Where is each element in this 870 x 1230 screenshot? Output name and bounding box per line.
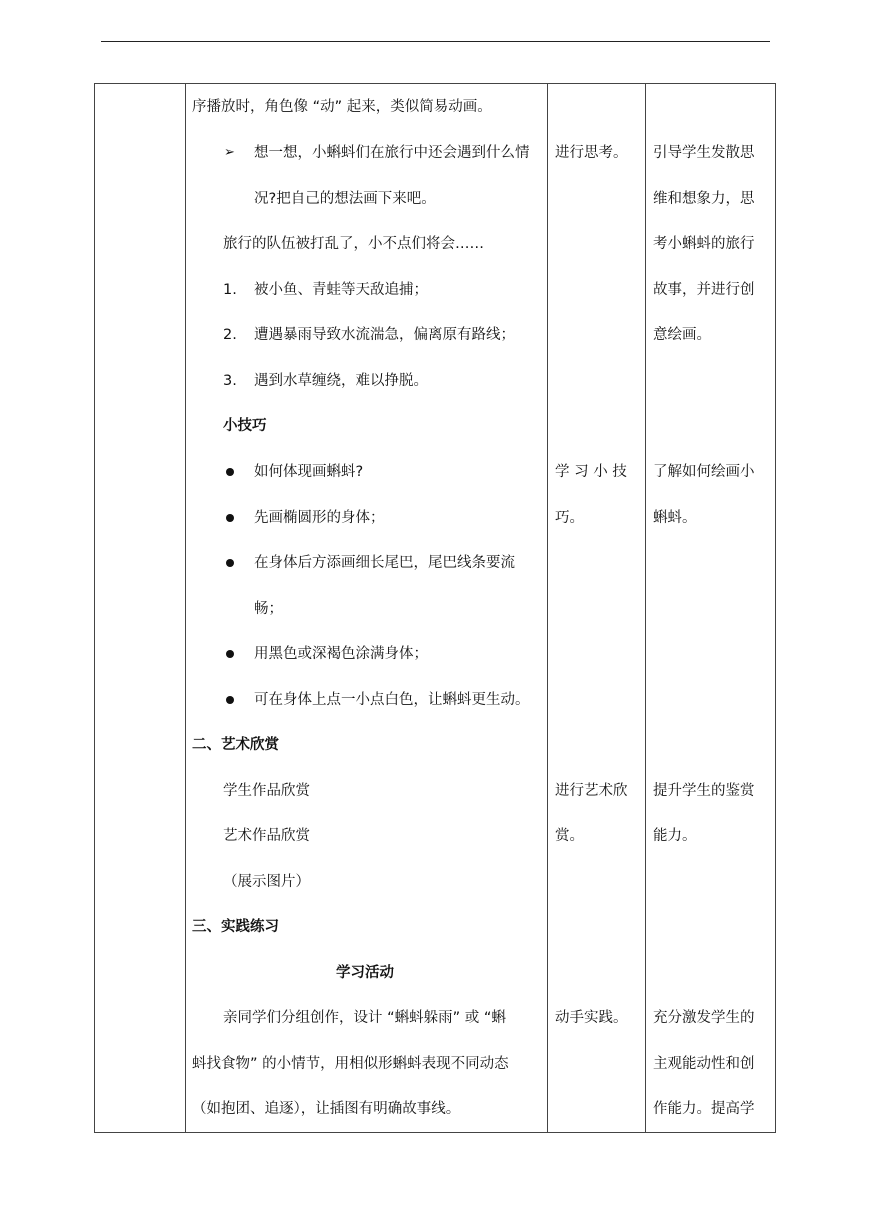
intro-line: 序播放时，角色像 “动” 起来，类似简易动画。: [192, 99, 492, 115]
bullet-item: 可在身体上点一小点白色，让蝌蚪更生动。: [254, 692, 530, 708]
bullet-item: 用黑色或深褐色涂满身体；: [254, 646, 428, 662]
design-intent: 维和想象力，思: [653, 191, 755, 207]
student-activity: 巧。: [555, 510, 584, 526]
section-heading: 二、艺术欣赏: [192, 737, 279, 753]
design-intent: 了解如何绘画小: [653, 464, 755, 480]
list-number: 1.: [223, 282, 237, 298]
section-column: [95, 84, 185, 1132]
list-item: 遭遇暴雨导致水流湍急，偏离原有路线；: [254, 327, 515, 343]
student-activity: 学 习 小 技: [555, 464, 627, 480]
student-activity: 进行思考。: [555, 145, 628, 161]
design-intent: 意绘画。: [653, 327, 711, 343]
bullet-icon: [226, 559, 234, 567]
appreciation-line: （展示图片）: [223, 874, 310, 890]
design-intent: 能力。: [653, 828, 697, 844]
list-item: 遇到水草缠绕，难以挣脱。: [254, 373, 428, 389]
bullet-icon: [226, 696, 234, 704]
scenario-intro: 旅行的队伍被打乱了，小不点们将会……: [223, 236, 484, 252]
student-activity: 赏。: [555, 828, 584, 844]
student-activity: 进行艺术欣: [555, 783, 628, 799]
bullet-item-continued: 畅；: [254, 601, 283, 617]
design-intent: 蝌蚪。: [653, 510, 697, 526]
bullet-item: 如何体现画蝌蚪?: [254, 464, 364, 480]
think-prompt: 况?把自己的想法画下来吧。: [254, 191, 436, 207]
appreciation-line: 学生作品欣赏: [223, 783, 310, 799]
activity-title: 学习活动: [336, 965, 394, 981]
think-prompt: 想一想，小蝌蚪们在旅行中还会遇到什么情: [254, 145, 530, 161]
student-activity-column: [548, 84, 645, 1132]
bullet-item: 先画椭圆形的身体；: [254, 510, 385, 526]
design-intent: 充分激发学生的: [653, 1010, 755, 1026]
bullet-icon: [226, 514, 234, 522]
section-heading: 三、实践练习: [192, 919, 279, 935]
design-intent: 提升学生的鉴赏: [653, 783, 755, 799]
design-intent: 引导学生发散思: [653, 145, 755, 161]
list-number: 3.: [223, 373, 237, 389]
arrow-bullet-icon: ➢: [224, 145, 235, 160]
tips-heading: 小技巧: [223, 418, 267, 434]
lesson-plan-table: [94, 83, 776, 1133]
practice-line: 亲同学们分组创作，设计 “蝌蚪躲雨” 或 “蝌: [223, 1010, 506, 1026]
design-intent: 故事，并进行创: [653, 282, 755, 298]
design-intent-column: [646, 84, 775, 1132]
practice-line: 蚪找食物” 的小情节，用相似形蝌蚪表现不同动态: [192, 1056, 509, 1072]
bullet-item: 在身体后方添画细长尾巴，尾巴线条要流: [254, 555, 515, 571]
bullet-icon: [226, 468, 234, 476]
design-intent: 作能力。提高学: [653, 1101, 755, 1117]
design-intent: 主观能动性和创: [653, 1056, 755, 1072]
list-item: 被小鱼、青蛙等天敌追捕；: [254, 282, 428, 298]
student-activity: 动手实践。: [555, 1010, 628, 1026]
appreciation-line: 艺术作品欣赏: [223, 828, 310, 844]
teaching-content-column: [186, 84, 547, 1132]
header-rule: [101, 41, 770, 42]
list-number: 2.: [223, 327, 237, 343]
design-intent: 考小蝌蚪的旅行: [653, 236, 755, 252]
practice-line: （如抱团、追逐），让插图有明确故事线。: [192, 1101, 461, 1117]
bullet-icon: [226, 650, 234, 658]
